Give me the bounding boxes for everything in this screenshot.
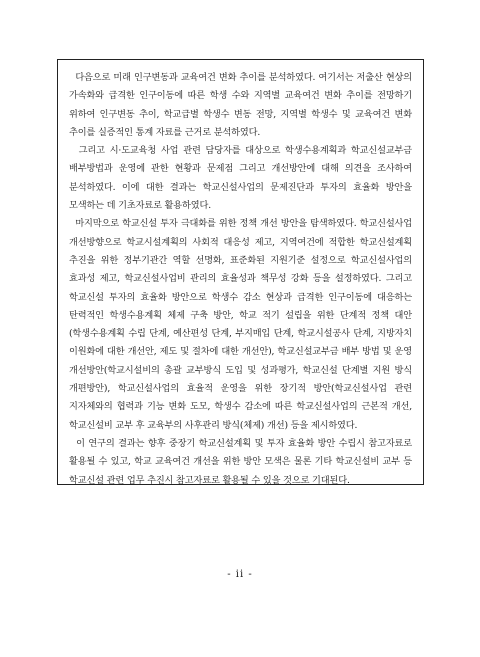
paragraph-population-analysis: 다음으로 미래 인구변동과 교육여건 변화 추이를 분석하였다. 여기서는 저출산 현상의 가속화와 급격한 인구이동에 따른 학생 수와 지역별 교육여건 변화 추이를 전망하기 위하여 인구변동 추이, 학교급별 학생수 변동 전망, 지역별 학생수 및 교육여건 변화 추이를 실증적인 통계 자료를 근거로 분석하였다. xyxy=(69,72,412,138)
paragraph-survey-analysis: 그리고 시·도교육청 사업 관련 담당자를 대상으로 학생수용계획과 학교신설교부금 배부방법과 운영에 관한 현황과 문제점 그리고 개선방안에 대해 의견을 조사하여 분석하였다. 이에 대한 결과는 학교신설사업의 문제진단과 투자의 효율화 방안을 모색하는 데 기초자료로 활용하였다. xyxy=(69,145,412,212)
paragraph-expected-results: 이 연구의 결과는 향후 중장기 학교신설계획 및 투자 효율화 방안 수립시 참고자료로 활용될 수 있고, 학교 교육여건 개선을 위한 방안 모색은 물론 기타 학교신설비 교부 등 학교신설 관련 업무 추진시 참고자료로 활용될 수 있을 것으로 기대된다. xyxy=(69,437,412,486)
page-number: - ii - xyxy=(227,569,253,580)
abstract-text-box xyxy=(57,59,424,485)
paragraph-policy-improvement: 마지막으로 학교신설 투자 극대화를 위한 정책 개선 방안을 탐색하였다. 학교신설사업 개선방향으로 학교시설계획의 사회적 대응성 제고, 지역여건에 적합한 학교신설계획 추진을 위한 정부기관간 역할 선명화, 표준화된 지원기준 설정으로 학교신설사업의 효과성 제고, 학교신설사업비 관리의 효율성과 책무성 강화 등을 설정하였다. 그리고 학교신설 투자의 효율화 방안으로 학생수 감소 현상과 급격한 인구이동에 대응하는 탄력적인 학생수용계획 체제 구축 방안, 학교 적기 설립을 위한 단계적 정책 대안(학생수용계획 수립 단계, 예산편성 단계, 부지매입 단계, 학교시설공사 단계, 지방자치 이원화에 대한 개선안, 제도 및 절차에 대한 개선안), 학교신설교부금 배부 방법 및 운영 개선방안(학교시설비의 총괄 교부방식 도입 및 성과평가, 학교신설 단계별 지원 방식 개편방안), 학교신설사업의 효율적 운영을 위한 장기적 방안(학교신설사업 관련 지자체와의 협력과 기능 변화 도모, 학생수 감소에 따른 학교신설사업의 근본적 개선, 학교신설비 교부 후 교육부의 사후관리 방식(체제) 개선) 등을 제시하였다. xyxy=(69,218,412,431)
